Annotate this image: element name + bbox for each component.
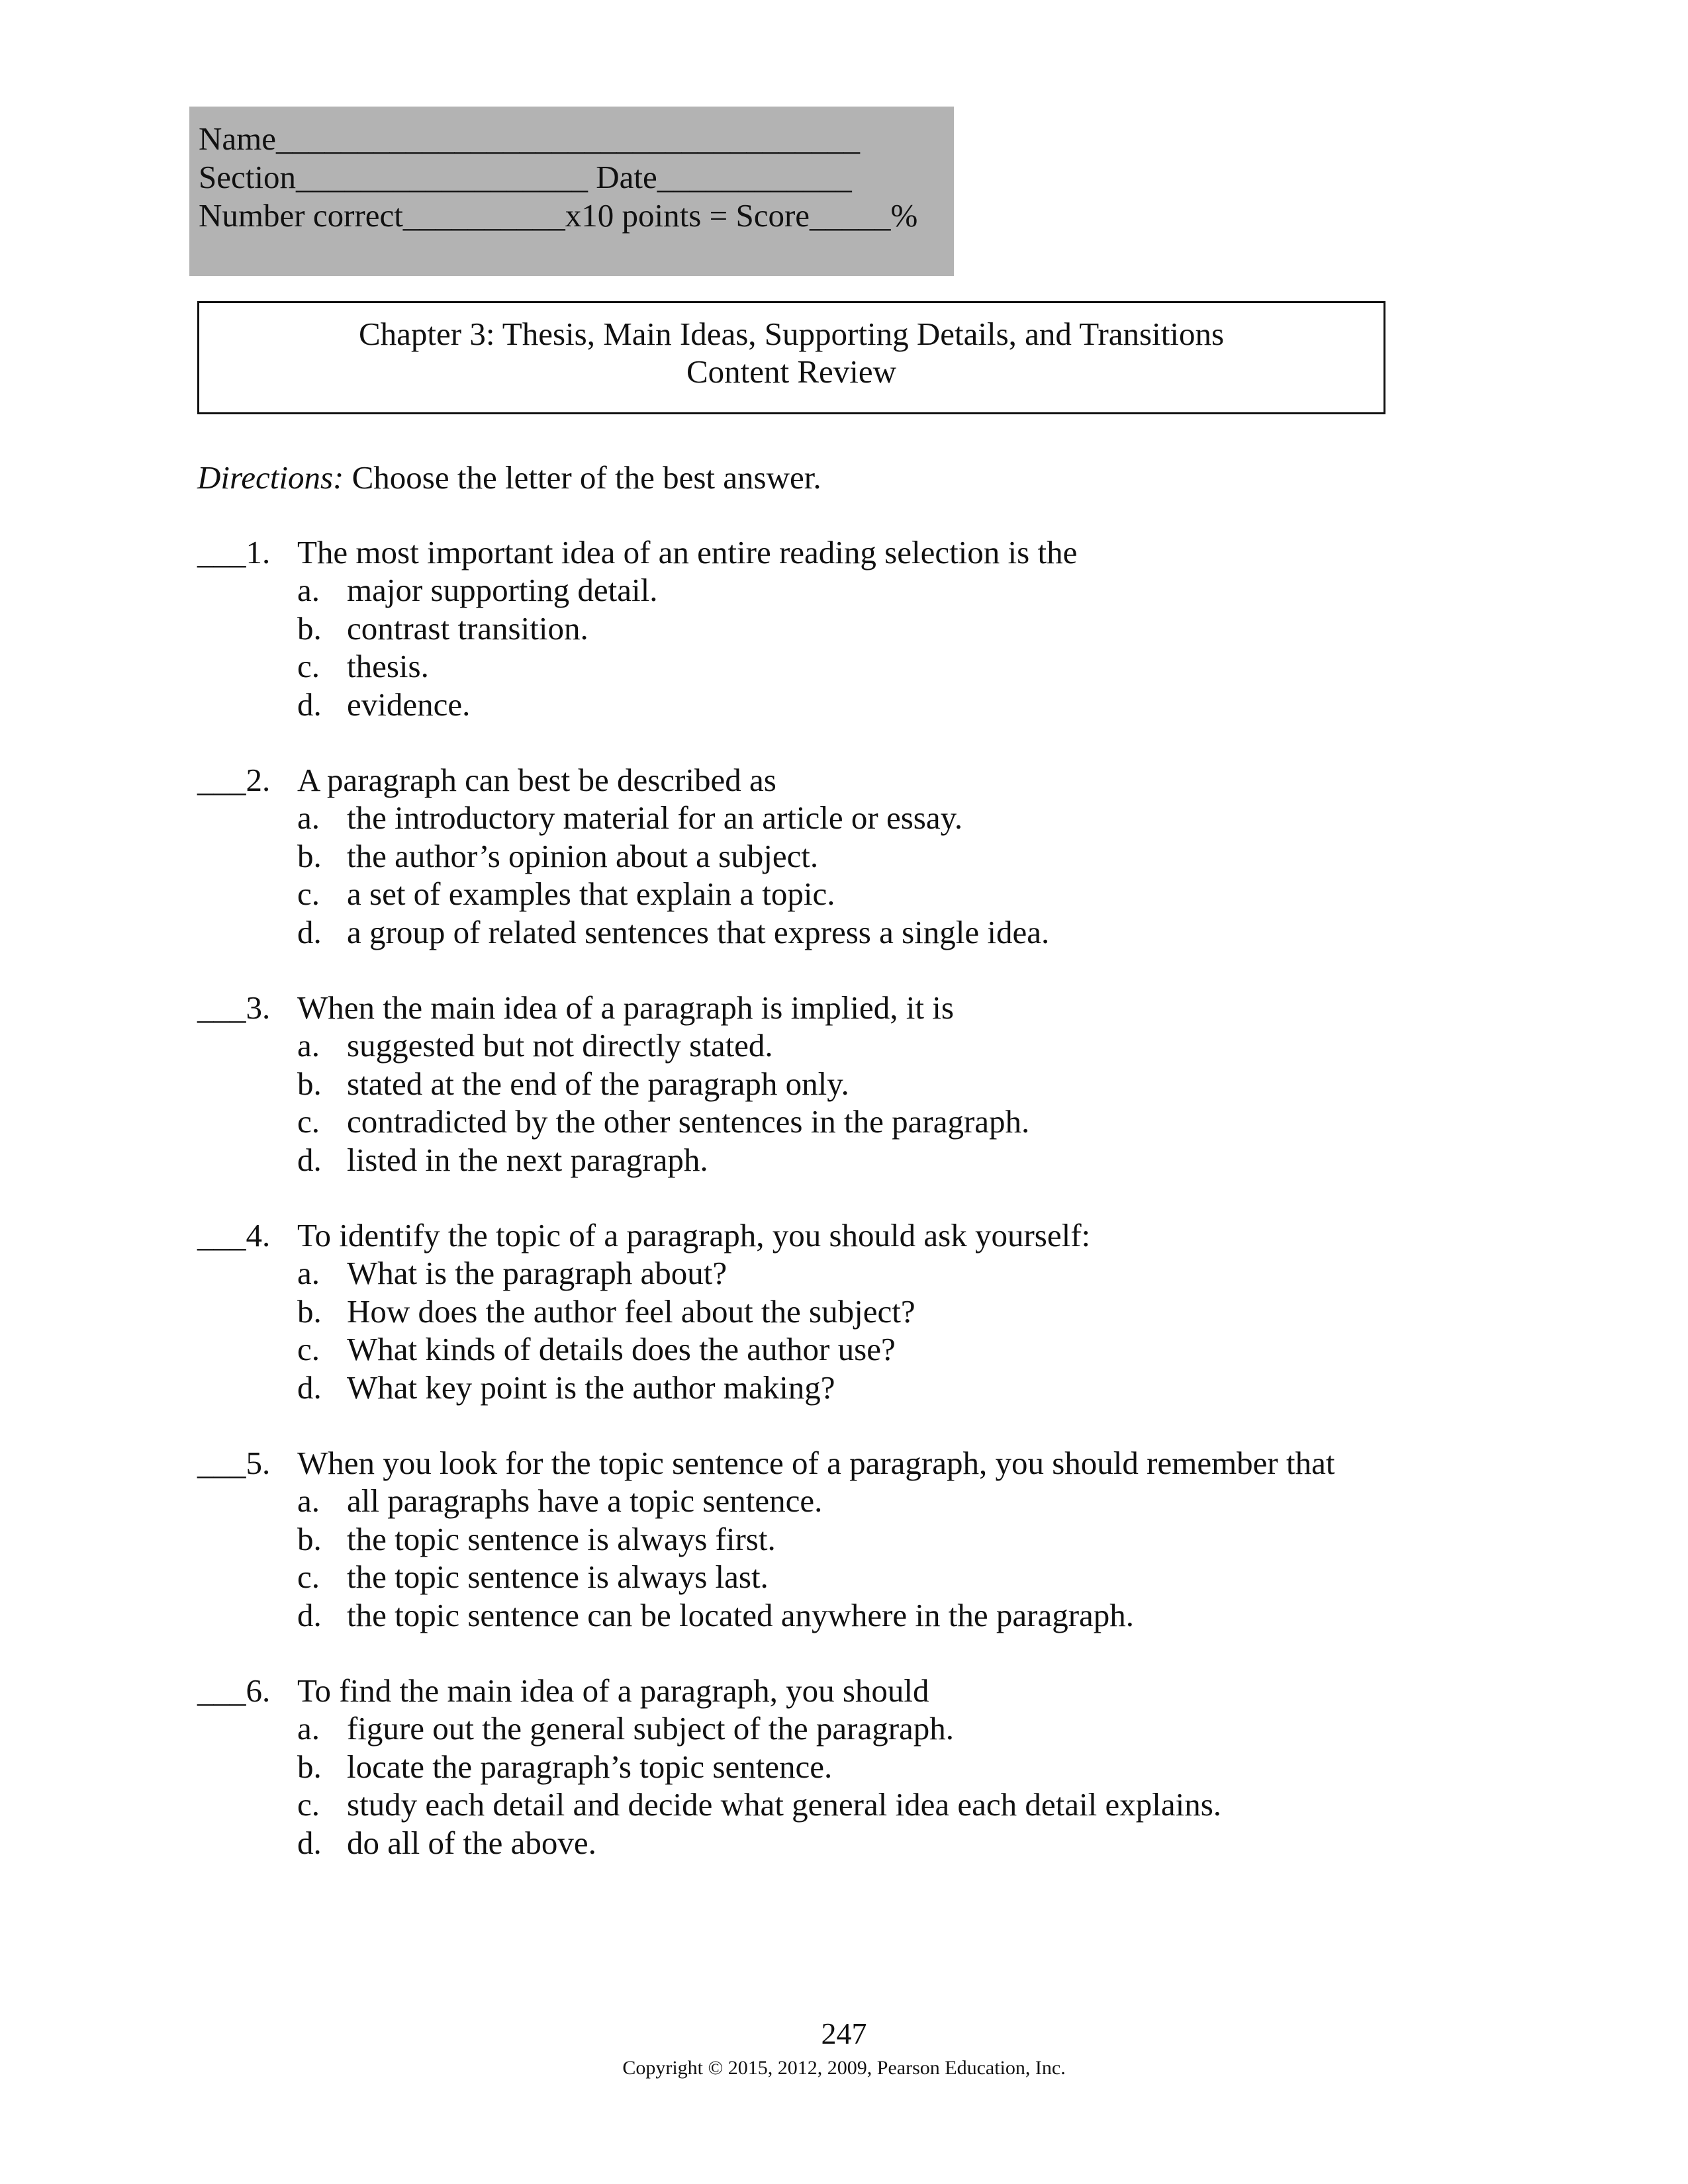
chapter-title-box: [197, 301, 1385, 414]
page-number: 247: [821, 2017, 867, 2050]
option-text: a set of examples that explain a topic.: [347, 876, 835, 913]
option-letter: c.: [297, 1559, 320, 1596]
question-stem: To find the main idea of a paragraph, you should: [297, 1672, 929, 1709]
copyright-notice: Copyright © 2015, 2012, 2009, Pearson Education, Inc.: [622, 2057, 1066, 2079]
option-text: study each detail and decide what general idea each detail explains.: [347, 1786, 1222, 1823]
option-letter: c.: [297, 1103, 320, 1140]
chapter-title: Chapter 3: Thesis, Main Ideas, Supporting Details, and Transitions: [358, 316, 1225, 352]
option-text: the topic sentence can be located anywhere in the paragraph.: [347, 1596, 1135, 1633]
option-text: evidence.: [347, 686, 471, 723]
option-text: What kinds of details does the author use?: [347, 1331, 896, 1368]
option-text: What is the paragraph about?: [347, 1255, 727, 1292]
directions: [197, 459, 821, 497]
option-letter: d.: [297, 1369, 322, 1406]
option-letter: c.: [297, 1786, 320, 1823]
option-text: major supporting detail.: [347, 572, 658, 609]
option-letter: a.: [297, 1710, 320, 1747]
option-text: stated at the end of the paragraph only.: [347, 1065, 849, 1102]
option-text: the introductory material for an article or essay.: [347, 799, 963, 837]
answer-blank[interactable]: ___3.: [197, 989, 271, 1026]
option-letter: d.: [297, 1141, 322, 1178]
option-letter: a.: [297, 1255, 320, 1292]
answer-blank[interactable]: ___6.: [197, 1672, 271, 1709]
option-text: contradicted by the other sentences in the paragraph.: [347, 1103, 1030, 1140]
option-text: thesis.: [347, 648, 429, 685]
option-letter: b.: [297, 1065, 322, 1102]
name-line[interactable]: Name____________________________________: [199, 120, 860, 157]
question-stem: A paragraph can best be described as: [297, 762, 776, 798]
answer-blank[interactable]: ___4.: [197, 1217, 271, 1253]
option-text: locate the paragraph’s topic sentence.: [347, 1748, 833, 1785]
option-text: figure out the general subject of the paragraph.: [347, 1710, 955, 1747]
option-letter: d.: [297, 1596, 322, 1633]
option-letter: a.: [297, 572, 320, 609]
score-line[interactable]: Number correct__________x10 points = Score_____%: [199, 197, 918, 234]
option-text: the author’s opinion about a subject.: [347, 837, 819, 874]
option-text: all paragraphs have a topic sentence.: [347, 1482, 823, 1520]
option-text: do all of the above.: [347, 1824, 596, 1861]
option-letter: a.: [297, 799, 320, 837]
option-text: How does the author feel about the subject?: [347, 1293, 915, 1330]
question-stem: The most important idea of an entire reading selection is the: [297, 534, 1078, 570]
option-letter: c.: [297, 1331, 320, 1368]
option-letter: d.: [297, 913, 322, 950]
option-letter: a.: [297, 1482, 320, 1520]
answer-blank[interactable]: ___2.: [197, 762, 271, 798]
option-text: What key point is the author making?: [347, 1369, 835, 1406]
option-text: contrast transition.: [347, 610, 588, 647]
option-letter: c.: [297, 648, 320, 685]
option-letter: b.: [297, 610, 322, 647]
directions-text: Choose the letter of the best answer.: [344, 459, 821, 496]
option-letter: b.: [297, 1293, 322, 1330]
option-letter: c.: [297, 876, 320, 913]
question-stem: When you look for the topic sentence of a paragraph, you should remember that: [297, 1445, 1335, 1481]
answer-blank[interactable]: ___1.: [197, 534, 271, 570]
option-text: listed in the next paragraph.: [347, 1141, 708, 1178]
question-stem: To identify the topic of a paragraph, you should ask yourself:: [297, 1217, 1091, 1253]
option-letter: d.: [297, 1824, 322, 1861]
directions-label: Directions:: [197, 459, 344, 496]
option-text: a group of related sentences that express a single idea.: [347, 913, 1050, 950]
question-stem: When the main idea of a paragraph is implied, it is: [297, 989, 954, 1026]
option-letter: a.: [297, 1027, 320, 1064]
option-letter: d.: [297, 686, 322, 723]
option-text: the topic sentence is always first.: [347, 1520, 776, 1557]
chapter-subtitle: Content Review: [686, 353, 897, 390]
student-info-box: [189, 107, 954, 276]
answer-blank[interactable]: ___5.: [197, 1445, 271, 1481]
option-text: the topic sentence is always last.: [347, 1559, 769, 1596]
option-letter: b.: [297, 1748, 322, 1785]
option-text: suggested but not directly stated.: [347, 1027, 773, 1064]
section-date-line[interactable]: Section__________________ Date____________: [199, 159, 852, 195]
option-letter: b.: [297, 1520, 322, 1557]
option-letter: b.: [297, 837, 322, 874]
